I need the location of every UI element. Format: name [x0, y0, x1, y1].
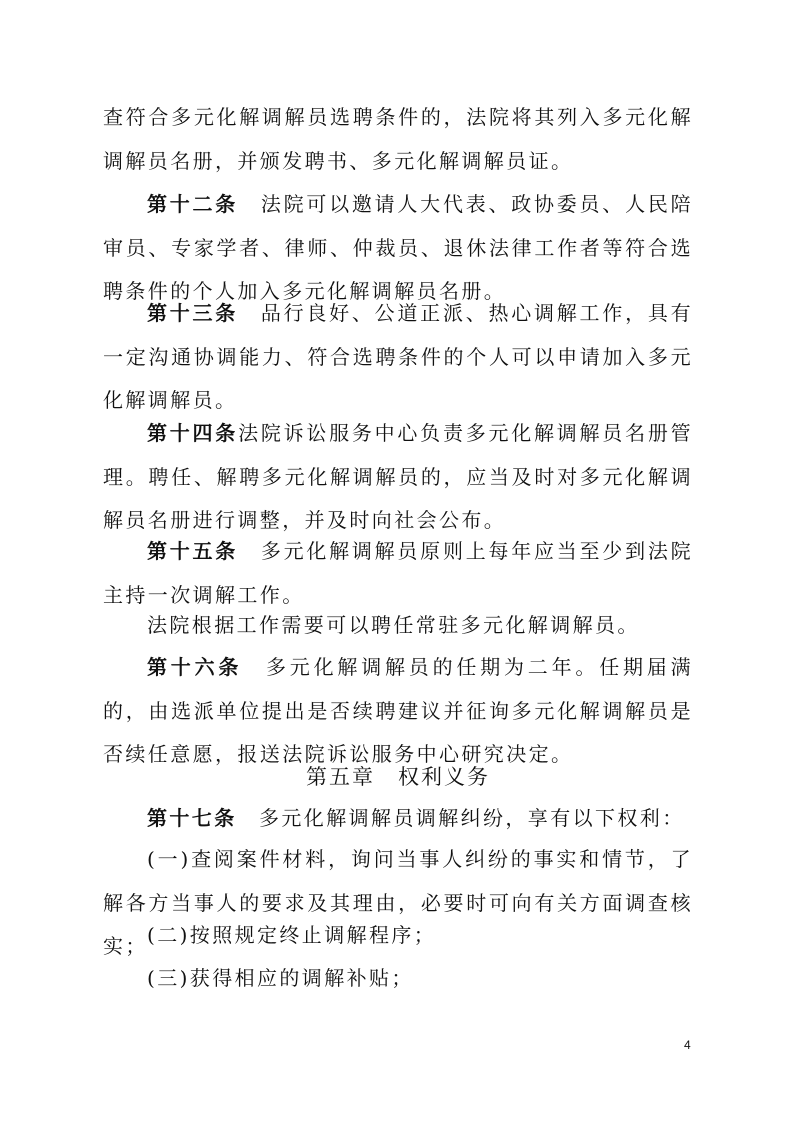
- article-label: 第十四条: [147, 421, 239, 445]
- list-item-2: [103, 914, 693, 958]
- article-label: 第十二条: [147, 192, 239, 216]
- paragraph-plain: [103, 604, 693, 648]
- paragraph-text: (三)获得相应的调解补贴；: [147, 966, 414, 990]
- article-17: [103, 797, 693, 841]
- article-13: [103, 292, 693, 423]
- paragraph-text: 多元化解调解员调解纠纷，享有以下权利：: [236, 806, 685, 830]
- paragraph-text: 查符合多元化解调解员选聘条件的，法院将其列入多元化解调解员名册，并颁发聘书、多元化解调解员证。: [103, 105, 693, 173]
- article-label: 第十七条: [147, 806, 237, 830]
- page-number: 4: [684, 1038, 691, 1052]
- paragraph-text: 法院可以邀请人大代表、政协委员、人民陪审员、专家学者、律师、仲裁员、退休法律工作者等符合选聘条件的个人加入多元化解调解员名册。: [103, 192, 693, 303]
- paragraph-text: (一)查阅案件材料，询问当事人纠纷的事实和情节，了解各方当事人的要求及其理由，必要时可向有关方面调查核实；: [103, 847, 693, 958]
- article-14: [103, 412, 693, 543]
- paragraph-text: 多元化解调解员的任期为二年。任期届满的，由选派单位提出是否续聘建议并征询多元化解调解员是否续任意愿，报送法院诉讼服务中心研究决定。: [103, 655, 693, 766]
- paragraph-text: 法院诉讼服务中心负责多元化解调解员名册管理。聘任、解聘多元化解调解员的，应当及时对多元化解调解员名册进行调整，并及时向社会公布。: [103, 421, 693, 532]
- article-label: 第十六条: [147, 655, 243, 679]
- paragraph-text: 品行良好、公道正派、热心调解工作，具有一定沟通协调能力、符合选聘条件的个人可以申请加入多元化解调解员。: [103, 301, 693, 412]
- paragraph-text: (二)按照规定终止调解程序；: [147, 923, 437, 947]
- article-label: 第十三条: [147, 301, 239, 325]
- article-label: 第十五条: [147, 539, 239, 563]
- paragraph-text: 多元化解调解员原则上每年应当至少到法院主持一次调解工作。: [103, 539, 693, 607]
- list-item-3: [103, 957, 693, 1001]
- chapter-title: 第五章 权利义务: [306, 765, 490, 789]
- paragraph-continuation: [103, 96, 693, 183]
- paragraph-text: 法院根据工作需要可以聘任常驻多元化解调解员。: [147, 613, 640, 637]
